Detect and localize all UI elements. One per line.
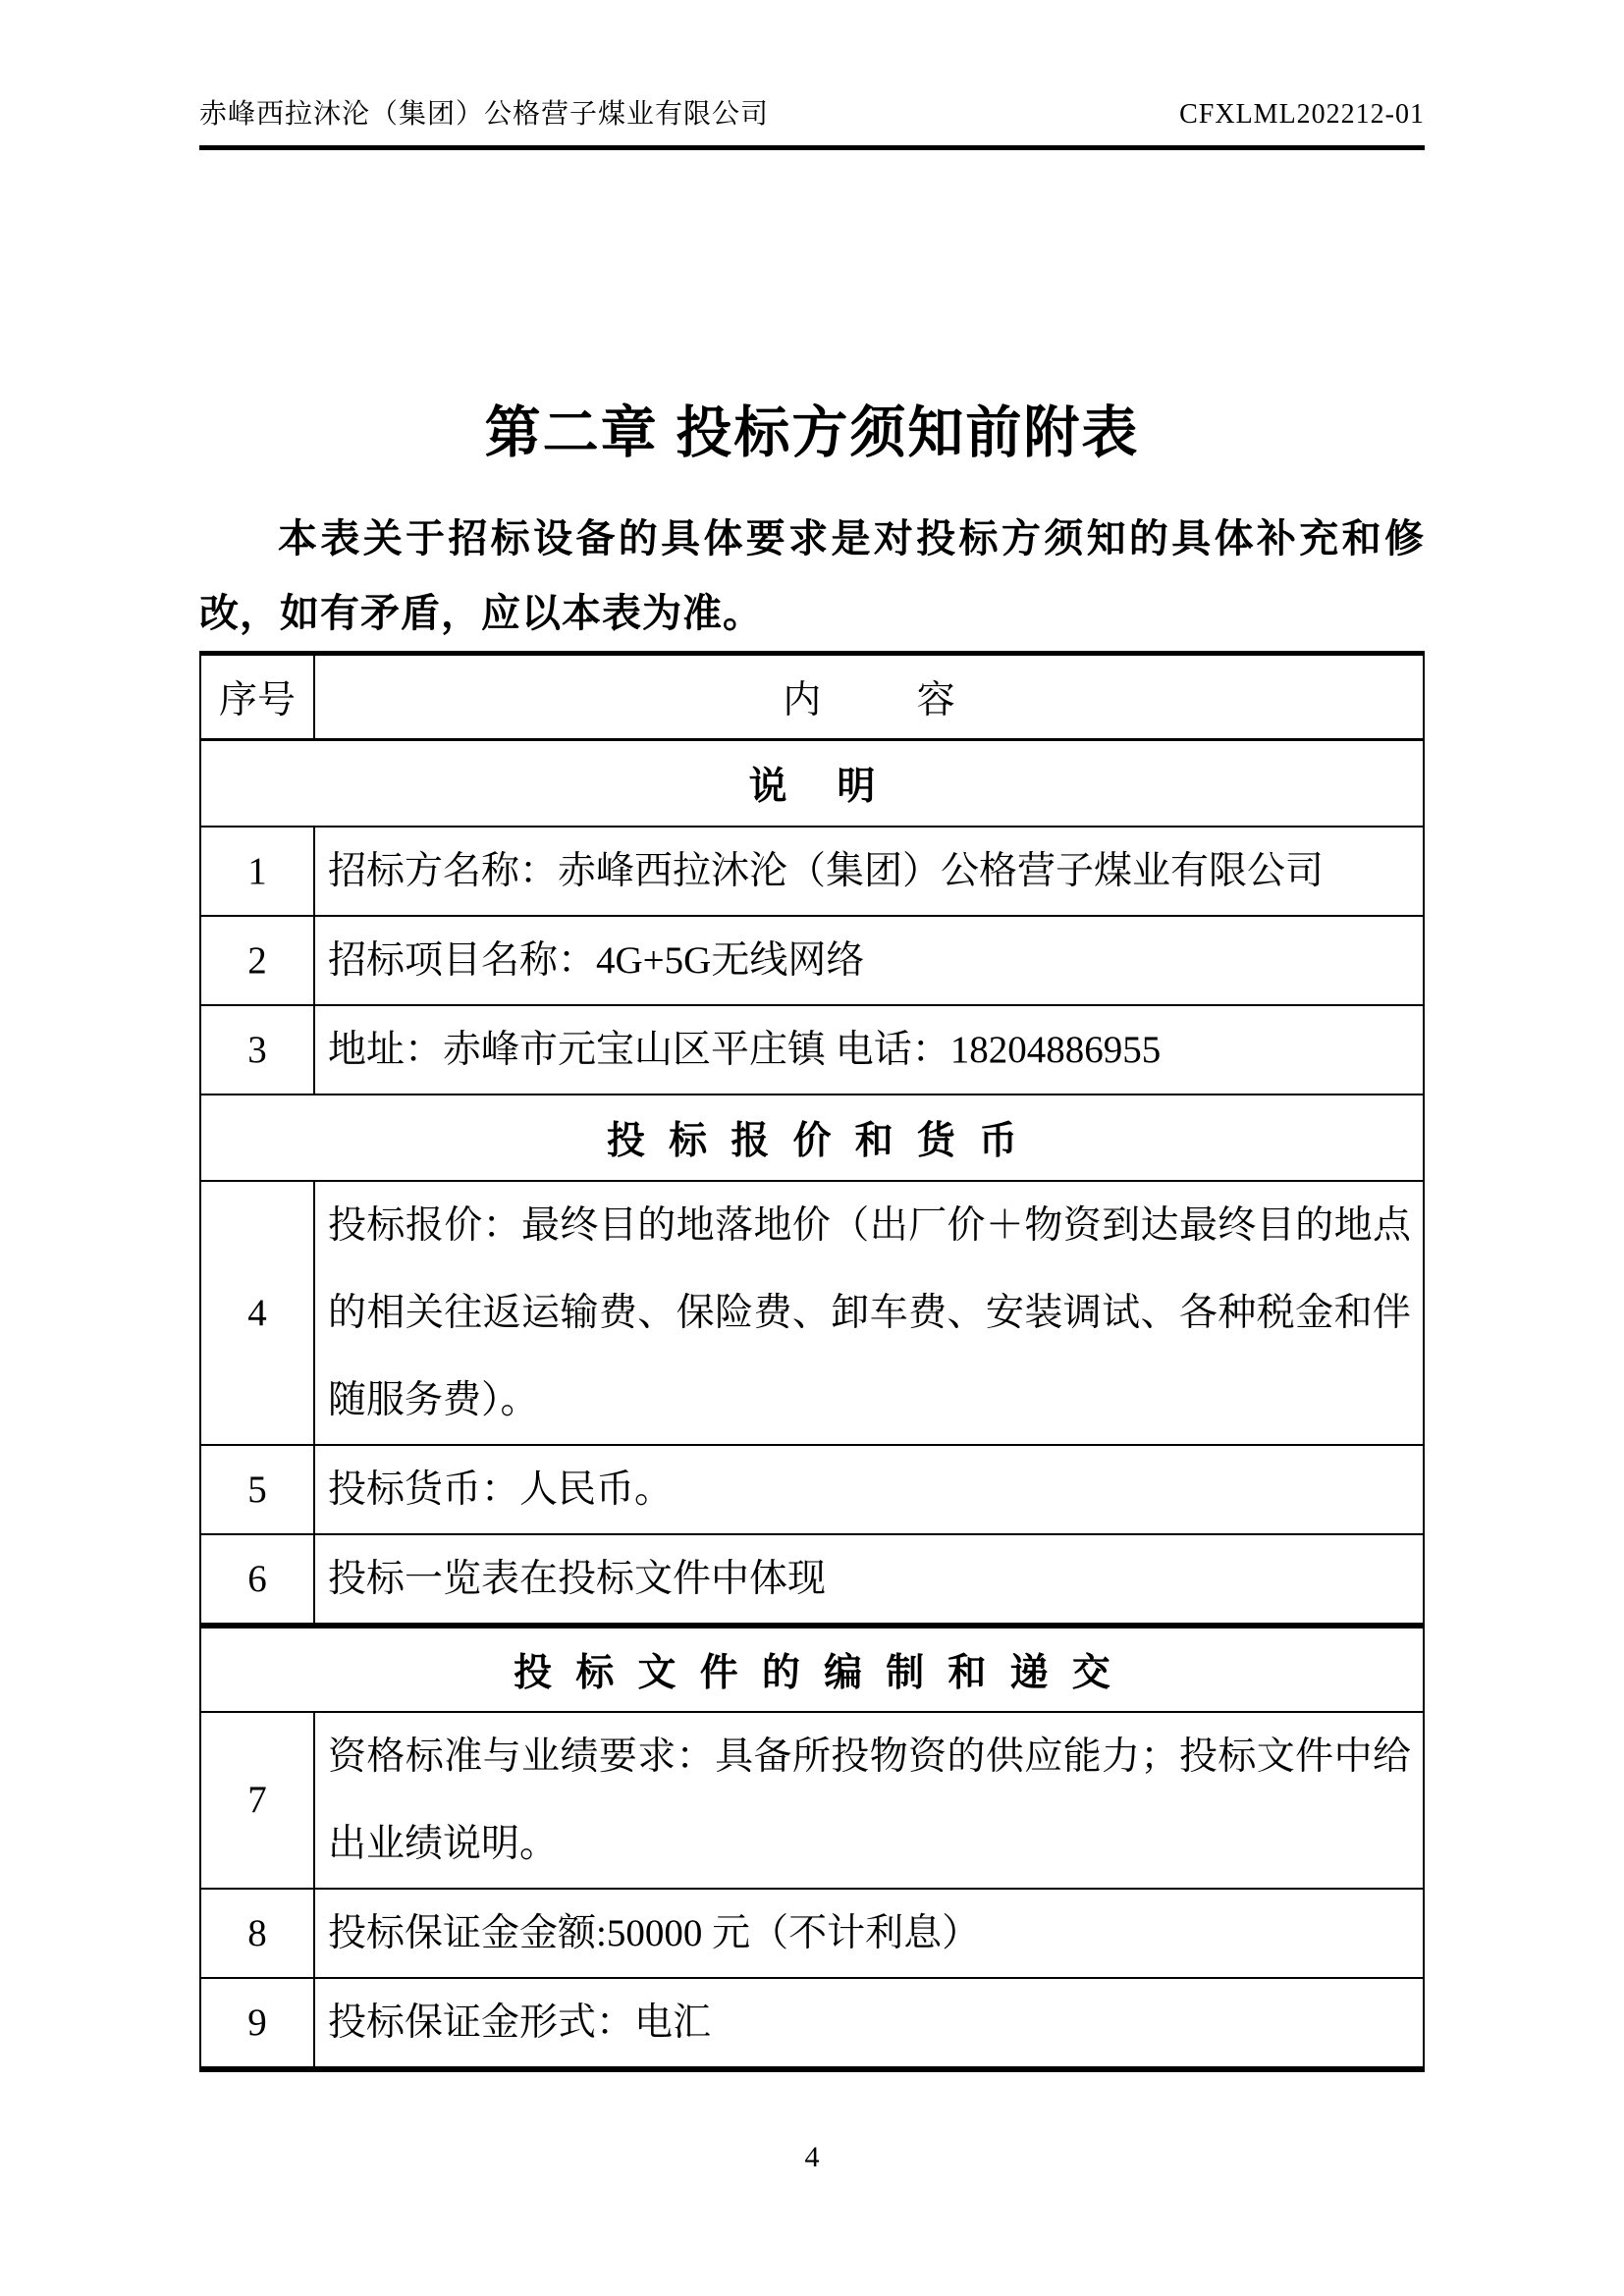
table-row bbox=[200, 1712, 1424, 1889]
column-header-no: 序号 bbox=[200, 654, 314, 740]
row-number: 8 bbox=[200, 1889, 314, 1978]
notice-table-head bbox=[200, 654, 1424, 740]
row-content: 招标方名称：赤峰西拉沐沦（集团）公格营子煤业有限公司 bbox=[314, 827, 1424, 916]
row-content: 投标保证金金额:50000 元（不计利息） bbox=[314, 1889, 1424, 1978]
row-number: 5 bbox=[200, 1445, 314, 1534]
row-content: 资格标准与业绩要求：具备所投物资的供应能力；投标文件中给出业绩说明。 bbox=[314, 1712, 1424, 1889]
row-content: 投标货币：人民币。 bbox=[314, 1445, 1424, 1534]
table-row bbox=[200, 1889, 1424, 1978]
row-number: 4 bbox=[200, 1181, 314, 1445]
row-content: 地址：赤峰市元宝山区平庄镇 电话：18204886955 bbox=[314, 1005, 1424, 1095]
row-number: 2 bbox=[200, 916, 314, 1005]
page-number: 4 bbox=[804, 2140, 820, 2173]
table-header-row bbox=[200, 654, 1424, 740]
page-footer bbox=[199, 2141, 1425, 2174]
section-label: 投标文件的编制和递交 bbox=[200, 1626, 1424, 1712]
row-content: 招标项目名称：4G+5G无线网络 bbox=[314, 916, 1424, 1005]
notice-table bbox=[199, 651, 1425, 2072]
row-number: 6 bbox=[200, 1534, 314, 1626]
table-row bbox=[200, 1534, 1424, 1626]
row-number: 3 bbox=[200, 1005, 314, 1095]
header-divider-rule bbox=[199, 145, 1425, 150]
table-section-row bbox=[200, 1626, 1424, 1712]
table-row bbox=[200, 916, 1424, 1005]
column-header-content: 内容 bbox=[314, 654, 1424, 740]
table-row bbox=[200, 1181, 1424, 1445]
page-header bbox=[199, 94, 1425, 135]
table-row bbox=[200, 1978, 1424, 2069]
row-number: 1 bbox=[200, 827, 314, 916]
table-row bbox=[200, 1445, 1424, 1534]
intro-paragraph: 本表关于招标设备的具体要求是对投标方须知的具体补充和修改，如有矛盾，应以本表为准。 bbox=[199, 516, 1425, 635]
table-row bbox=[200, 827, 1424, 916]
document-page bbox=[199, 0, 1425, 2174]
header-company-name: 赤峰西拉沐沦（集团）公格营子煤业有限公司 bbox=[199, 99, 770, 130]
page-title: 第二章 投标方须知前附表 bbox=[484, 401, 1140, 464]
row-number: 7 bbox=[200, 1712, 314, 1889]
row-content: 投标报价：最终目的地落地价（出厂价＋物资到达最终目的地点的相关往返运输费、保险费、卸车费、安装调试、各种税金和伴随服务费）。 bbox=[314, 1181, 1424, 1445]
notice-table-body bbox=[200, 740, 1424, 2069]
table-row bbox=[200, 1005, 1424, 1095]
row-content: 投标一览表在投标文件中体现 bbox=[314, 1534, 1424, 1626]
table-section-row bbox=[200, 740, 1424, 827]
section-label: 投标报价和货币 bbox=[200, 1095, 1424, 1181]
header-doc-number: CFXLML202212-01 bbox=[1179, 99, 1425, 130]
table-section-row bbox=[200, 1095, 1424, 1181]
row-number: 9 bbox=[200, 1978, 314, 2069]
section-label: 说明 bbox=[200, 740, 1424, 827]
row-content: 投标保证金形式：电汇 bbox=[314, 1978, 1424, 2069]
